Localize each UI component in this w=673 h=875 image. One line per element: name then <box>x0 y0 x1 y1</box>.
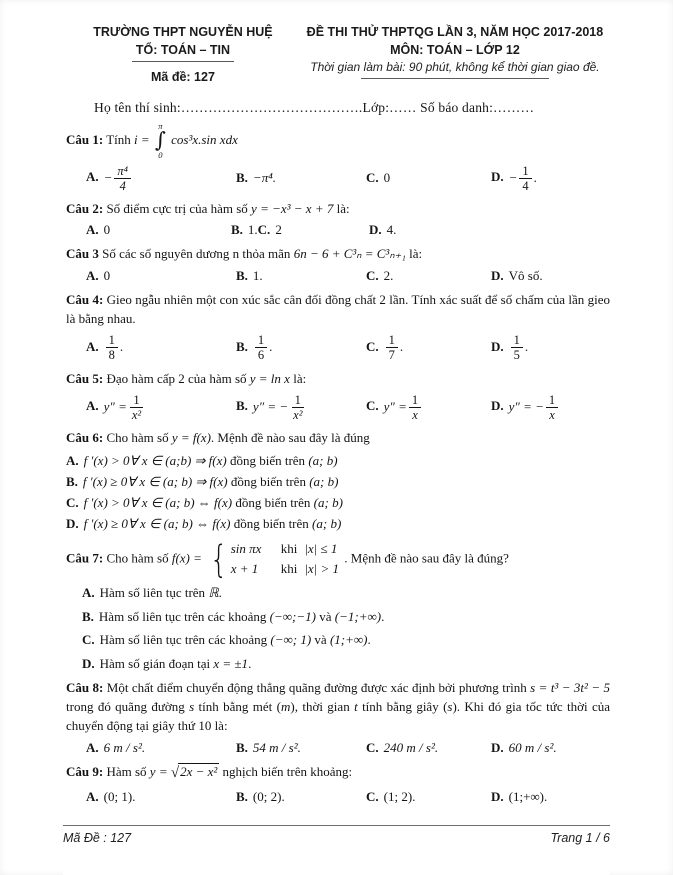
option-b <box>236 739 366 757</box>
option-label: A. <box>86 268 99 284</box>
option-text: Hàm số liên tục trên các khoảng (−∞; 1) và (1;+∞). <box>99 632 371 648</box>
option-label: D. <box>491 169 504 185</box>
question-label: Câu 3 <box>66 246 99 262</box>
fraction-numerator: 1 <box>519 164 531 179</box>
option-c <box>366 332 491 364</box>
fraction-denominator: x² <box>131 407 142 422</box>
option-b <box>236 169 366 187</box>
option-d <box>491 739 610 757</box>
option-d <box>82 654 610 674</box>
option-text: 54 m / s². <box>252 739 301 755</box>
option-text: 4. <box>386 222 397 238</box>
option-text: f ′(x) ≥ 0∀ x ∈ (a; b) ⇒ f(x) đồng biến trên (a; b) <box>82 474 339 490</box>
stem-text: Số điểm cực trị của hàm số y = −x³ − x + 7 là: <box>106 201 350 217</box>
fraction <box>290 393 305 423</box>
option-label: C. <box>366 170 379 186</box>
option-label: D. <box>369 222 382 238</box>
option-text: f ′(x) > 0∀ x ∈ (a;b) ⇒ f(x) đồng biến trên (a; b) <box>83 453 338 469</box>
integral-sign <box>155 122 166 160</box>
fraction-denominator: x <box>549 407 555 422</box>
option-label: C. <box>366 788 379 804</box>
case-condition: |x| ≤ 1 <box>304 541 338 557</box>
question-6-options <box>66 450 610 534</box>
stem-text: Hàm số <box>106 763 150 779</box>
fraction-numerator: 1 <box>130 393 142 408</box>
option-label: C. <box>366 338 379 354</box>
math-expression: i = <box>134 131 150 147</box>
option-b <box>82 607 610 627</box>
option-label: B. <box>66 474 78 490</box>
option-text: (1; 2). <box>383 788 416 804</box>
option-label: D. <box>66 516 79 532</box>
option-label: D. <box>491 398 504 414</box>
piecewise-function <box>207 538 340 582</box>
option-text: (1;+∞). <box>508 788 548 804</box>
school-name: TRƯỜNG THPT NGUYỄN HUỆ <box>93 25 273 39</box>
option-math: y″ = − <box>508 398 544 414</box>
option-c <box>366 739 491 757</box>
exam-subject: MÔN: TOÁN – LỚP 12 <box>390 42 520 57</box>
exam-title: ĐỀ THI THỬ THPTQG LẦN 3, NĂM HỌC 2017-2018 <box>306 25 604 39</box>
option-label: A. <box>86 739 99 755</box>
option-d <box>491 163 610 195</box>
option-label: C. <box>257 222 271 238</box>
option-text: −π⁴. <box>252 170 276 186</box>
question-label: Câu 9: <box>66 763 104 779</box>
option-label: D. <box>491 788 504 804</box>
question-9-stem <box>66 763 610 785</box>
option-label: B. <box>236 268 248 284</box>
case-expression: x + 1 <box>230 561 259 577</box>
math-expression: cos³x.sin xdx <box>171 131 238 147</box>
question-label: Câu 2: <box>66 201 104 217</box>
option-a <box>86 392 236 424</box>
option-b <box>236 267 366 285</box>
option-suffix: . <box>533 169 537 185</box>
option-b <box>236 332 366 364</box>
question-7 <box>66 540 610 673</box>
option-text: Hàm số gián đoạn tại x = ±1. <box>99 655 252 671</box>
option-label: D. <box>491 338 504 354</box>
option-label: B. <box>236 338 248 354</box>
option-c <box>366 169 491 187</box>
case-keyword: khi <box>280 561 298 577</box>
option-text: f ′(x) > 0∀ x ∈ (a; b) ⇔ f(x) đồng biến trên (a; b) <box>83 495 343 511</box>
stem-text: Số các số nguyên dương n thỏa mãn 6n − 6 + C³ₙ = C³ₙ₊₁ là: <box>102 246 423 262</box>
option-text: 2. <box>383 268 394 284</box>
question-4-stem <box>66 291 610 329</box>
question-8-stem <box>66 679 610 736</box>
stem-text: Cho hàm số <box>106 550 172 566</box>
option-d <box>491 788 610 806</box>
option-c <box>366 392 491 424</box>
option-label: B. <box>236 739 248 755</box>
department-name: TỔ: TOÁN – TIN <box>135 42 231 57</box>
question-6-stem <box>66 429 610 448</box>
option-text: f ′(x) ≥ 0∀ x ∈ (a; b) ⇔ f(x) đồng biến trên (a; b) <box>83 516 342 532</box>
option-label: D. <box>82 655 95 671</box>
option-a <box>86 788 236 806</box>
option-suffix: . <box>524 338 529 354</box>
fraction-denominator: 5 <box>513 348 520 363</box>
fraction <box>409 393 421 423</box>
option-d <box>369 221 610 239</box>
fraction <box>519 164 531 194</box>
exam-header <box>66 24 610 87</box>
option-math: y″ = <box>103 398 127 414</box>
stem-text: Gieo ngẫu nhiên một con xúc sắc cân đối đồng chất 2 lần. Tính xác suất để số chấm của lần gieo là bằng nhau. <box>66 292 611 327</box>
student-info-line: Họ tên thí sinh:………………………………….Lớp:…… Số báo danh:……… <box>94 99 535 115</box>
fraction-numerator: π⁴ <box>114 164 131 179</box>
option-label: B. <box>231 222 243 238</box>
option-label: C. <box>366 398 379 414</box>
option-a <box>86 267 236 285</box>
case-keyword: khi <box>280 541 298 557</box>
question-9-options <box>66 788 610 806</box>
option-text: 2 <box>275 222 282 238</box>
option-d <box>491 392 610 424</box>
question-1-stem <box>66 122 610 160</box>
option-label: A. <box>86 788 99 804</box>
page-footer <box>63 825 610 875</box>
option-text: (0; 1). <box>103 788 136 804</box>
question-3-stem <box>66 245 610 264</box>
option-label: C. <box>366 739 379 755</box>
option-d <box>491 332 610 364</box>
option-label: B. <box>236 398 248 414</box>
option-text: Vô số. <box>508 268 543 284</box>
option-a <box>86 332 236 364</box>
option-c <box>366 788 491 806</box>
question-3 <box>66 245 610 285</box>
fraction <box>255 333 267 363</box>
case-expression: sin πx <box>230 541 262 557</box>
question-7-options <box>66 583 610 673</box>
question-8-options <box>66 739 610 757</box>
option-b-c-merged <box>231 221 369 239</box>
fraction-denominator: 4 <box>522 178 529 193</box>
stem-text: Đạo hàm cấp 2 của hàm số y = ln x là: <box>106 370 307 386</box>
question-1 <box>66 122 610 195</box>
fraction-denominator: x² <box>293 407 303 422</box>
option-text: 240 m / s². <box>383 739 439 755</box>
fraction <box>511 333 523 363</box>
fraction-denominator: x <box>412 407 418 422</box>
header-title-block <box>300 24 610 87</box>
footer-exam-code: Mã Đề : 127 <box>63 831 132 845</box>
option-label: A. <box>86 338 99 354</box>
question-label: Câu 7: <box>66 550 104 566</box>
fraction-denominator: 4 <box>119 178 126 193</box>
case-condition: |x| > 1 <box>304 561 340 577</box>
question-2 <box>66 200 610 239</box>
question-3-options <box>66 267 610 285</box>
option-c <box>82 630 610 650</box>
option-math: − <box>508 169 518 185</box>
case-row <box>231 540 339 559</box>
stem-text: . Mệnh đề nào sau đây là đúng? <box>344 550 509 566</box>
radicand-expression: 2x − x² <box>180 763 218 779</box>
option-suffix: . <box>119 338 124 354</box>
question-6 <box>66 429 610 534</box>
option-label: C. <box>82 632 95 648</box>
question-4 <box>66 291 610 363</box>
stem-text: Tính <box>106 131 135 147</box>
option-label: C. <box>66 495 79 511</box>
option-label: D. <box>491 268 504 284</box>
option-b <box>236 788 366 806</box>
question-2-stem <box>66 200 610 219</box>
math-expression: f(x) = <box>171 550 202 566</box>
option-label: B. <box>236 788 248 804</box>
question-8 <box>66 679 610 757</box>
question-9 <box>66 763 610 806</box>
radical-sign: √ <box>170 764 180 781</box>
case-row <box>231 560 339 579</box>
option-text: Hàm số liên tục trên các khoảng (−∞;−1) và (−1;+∞). <box>98 608 385 624</box>
stem-text: Một chất điểm chuyển động thẳng quãng đường được xác định bởi phương trình s = t³ − 3t² − 5 trong đó quãng đường s tính bằng mét (m), thời gian t tính bằng giây (s). Khi đó gia tốc tức thời của chuyển động tại giây thứ 10 là: <box>66 680 610 733</box>
option-text: 60 m / s². <box>508 739 557 755</box>
question-label: Câu 4: <box>66 292 104 308</box>
fraction-numerator: 1 <box>292 393 304 408</box>
option-text: 0 <box>383 170 391 186</box>
left-brace: { <box>210 538 228 582</box>
option-label: B. <box>236 170 248 186</box>
option-math: − <box>103 169 113 185</box>
piecewise-cases <box>231 540 339 579</box>
option-text: 0 <box>103 222 111 238</box>
option-text: 1. <box>252 268 263 284</box>
option-label: C. <box>366 268 379 284</box>
option-a <box>86 221 231 239</box>
option-b <box>66 471 610 492</box>
fraction-denominator: 6 <box>257 348 265 363</box>
fraction <box>106 333 118 363</box>
option-label: D. <box>491 739 504 755</box>
fraction-numerator: 1 <box>106 333 118 348</box>
option-c <box>66 492 610 513</box>
option-math: y″ = − <box>252 398 289 414</box>
exam-duration: Thời gian làm bài: 90 phút, không kể thời gian giao đề. <box>310 60 600 74</box>
fraction-numerator: 1 <box>255 333 267 348</box>
question-1-options <box>66 163 610 195</box>
option-label: A. <box>86 169 99 185</box>
question-label: Câu 6: <box>66 430 104 446</box>
option-label: B. <box>82 608 94 624</box>
question-label: Câu 8: <box>66 680 104 696</box>
option-d <box>66 513 610 534</box>
option-label: A. <box>66 453 79 469</box>
option-a <box>86 163 236 195</box>
question-5 <box>66 370 610 424</box>
fraction-numerator: 1 <box>409 393 421 408</box>
fraction <box>129 393 144 423</box>
fraction-denominator: 8 <box>108 348 115 363</box>
question-2-options <box>66 221 610 239</box>
option-text: 1. <box>247 222 258 238</box>
fraction-numerator: 1 <box>511 333 523 348</box>
footer-page-number: Trang 1 / 6 <box>550 831 610 845</box>
option-text: 0 <box>103 268 111 284</box>
option-b <box>236 392 366 424</box>
option-c <box>366 267 491 285</box>
question-7-stem <box>66 538 610 582</box>
question-label: Câu 1: <box>66 131 104 147</box>
question-5-options <box>66 392 610 424</box>
option-label: A. <box>82 585 95 601</box>
option-suffix: . <box>269 338 273 354</box>
integral-upper-limit: π <box>158 120 163 131</box>
fraction <box>386 333 398 363</box>
integral-glyph: ∫ <box>154 128 166 152</box>
option-label: A. <box>86 398 99 414</box>
fraction <box>546 393 558 423</box>
option-text: 6 m / s². <box>103 739 146 755</box>
math-expression: y = <box>149 763 168 779</box>
integral-lower-limit: 0 <box>158 150 163 160</box>
question-5-stem <box>66 370 610 389</box>
header-school-block <box>66 24 300 87</box>
header-left-divider <box>132 61 234 62</box>
stem-text: Cho hàm số y = f(x). Mệnh đề nào sau đây là đúng <box>106 430 370 446</box>
header-right-divider <box>361 78 549 79</box>
question-label: Câu 5: <box>66 370 104 386</box>
option-d <box>491 267 610 285</box>
fraction-denominator: 7 <box>388 348 395 363</box>
option-suffix: . <box>399 338 404 354</box>
stem-text: nghịch biến trên khoảng: <box>222 763 353 779</box>
option-label: A. <box>86 222 99 238</box>
option-a <box>66 450 610 471</box>
option-text: Hàm số liên tục trên ℝ. <box>99 585 222 601</box>
option-a <box>86 739 236 757</box>
option-math: y″ = <box>383 398 407 414</box>
fraction-numerator: 1 <box>546 393 558 408</box>
question-4-options <box>66 332 610 364</box>
fraction-numerator: 1 <box>386 333 398 348</box>
fraction <box>114 164 131 194</box>
option-text: (0; 2). <box>252 788 285 804</box>
option-a <box>82 583 610 603</box>
exam-code: Mã đề: 127 <box>150 70 215 84</box>
